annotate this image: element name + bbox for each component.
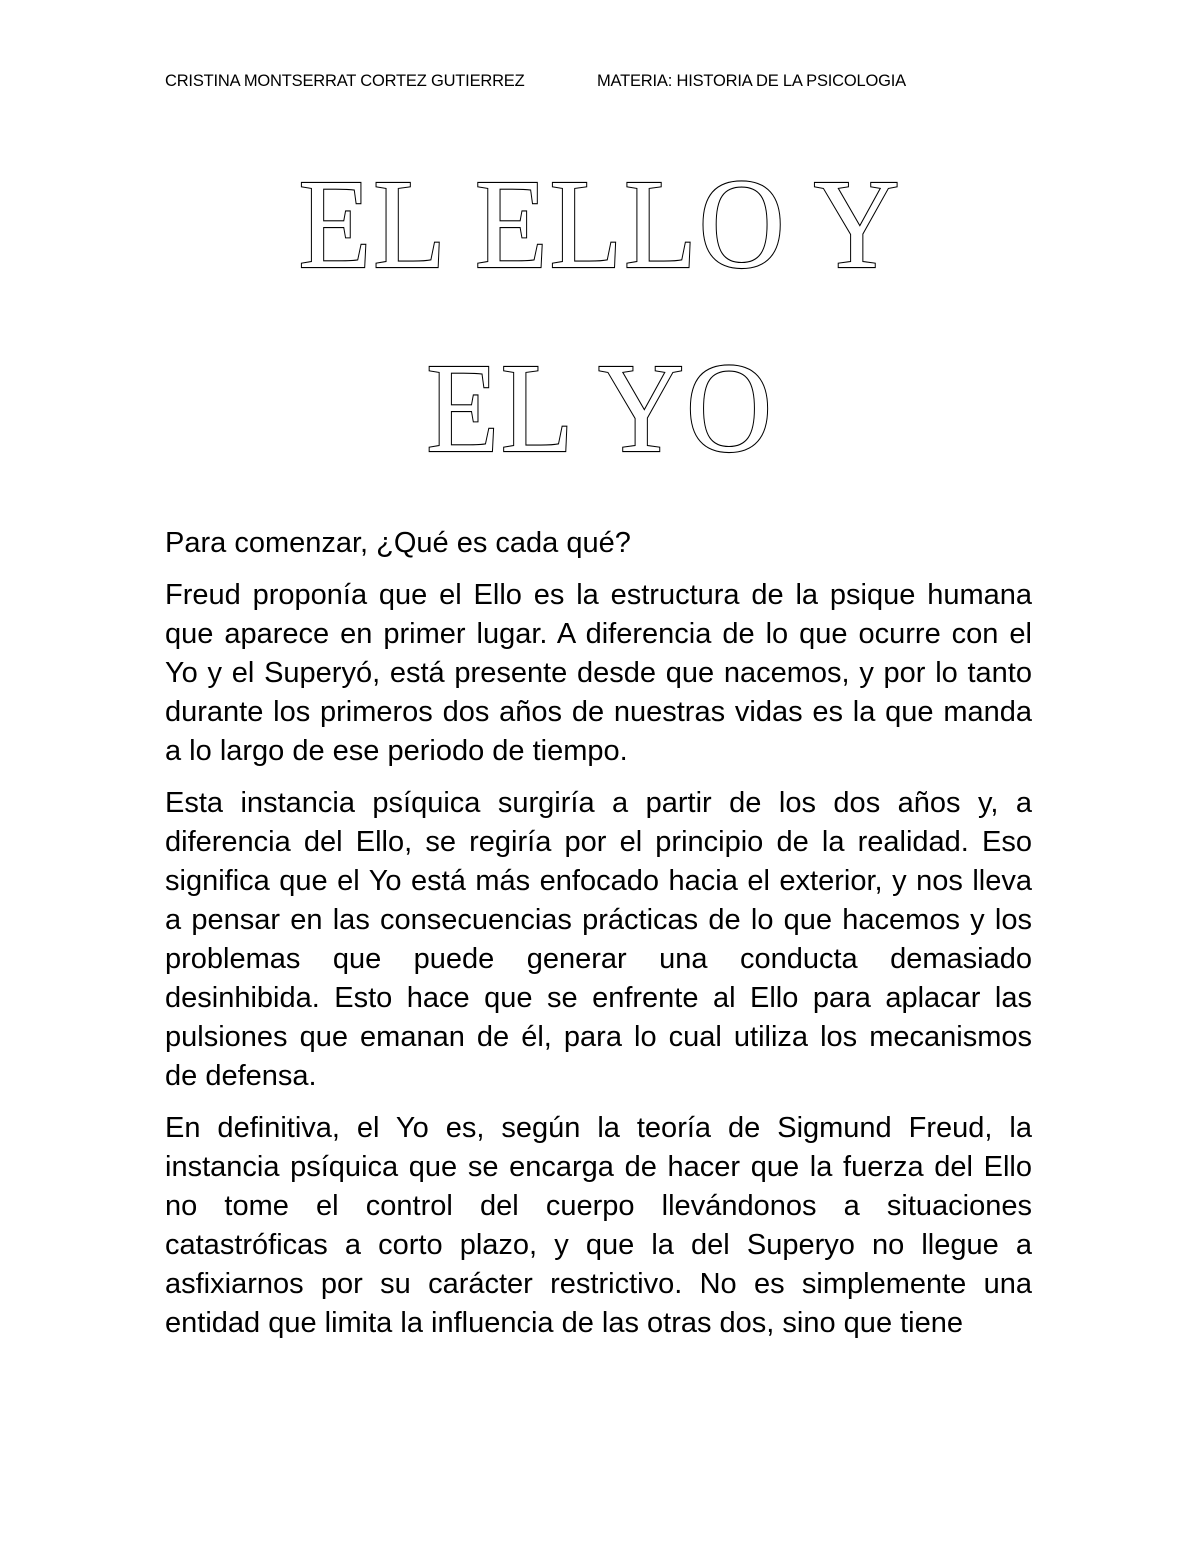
title-line-1: EL ELLO Y [298, 153, 902, 295]
title-line-2: EL YO [426, 337, 774, 479]
paragraph-ello: Freud proponía que el Ello es la estructura de la psique humana que aparece en primer lugar. A diferencia de lo que ocurre con el Yo y el Superyó, está presente desde que nacemos, y por lo tanto durante los primeros dos años de nuestras vidas es la que manda a lo largo de ese periodo de tiempo. [165, 579, 1032, 767]
subject-label: MATERIA: HISTORIA DE LA PSICOLOGIA [597, 72, 906, 90]
author-name: CRISTINA MONTSERRAT CORTEZ GUTIERREZ [165, 72, 525, 90]
paragraph-yo: Esta instancia psíquica surgiría a partir de los dos años y, a diferencia del Ello, se regiría por el principio de la realidad. Eso significa que el Yo está más enfocado hacia el exterior, y nos lleva a pensar en las consecuencias prácticas de lo que hacemos y los problemas que puede generar una conducta demasiado desinhibida. Esto hace que se enfrente al Ello para aplacar las pulsiones que emanan de él, para lo cual utiliza los mecanismos de defensa. [165, 787, 1032, 1092]
document-body [165, 524, 1032, 1356]
paragraph-conclusion: En definitiva, el Yo es, según la teoría de Sigmund Freud, la instancia psíquica que se encarga de hacer que la fuerza del Ello no tome el control del cuerpo llevándonos a situaciones catastróficas a corto plazo, y que la del Superyo no llegue a asfixiarnos por su carácter restrictivo. No es simplemente una entidad que limita la influencia de las otras dos, sino que tiene [165, 1112, 1032, 1339]
page-header [165, 72, 1065, 96]
paragraph-intro: Para comenzar, ¿Qué es cada qué? [165, 527, 631, 559]
